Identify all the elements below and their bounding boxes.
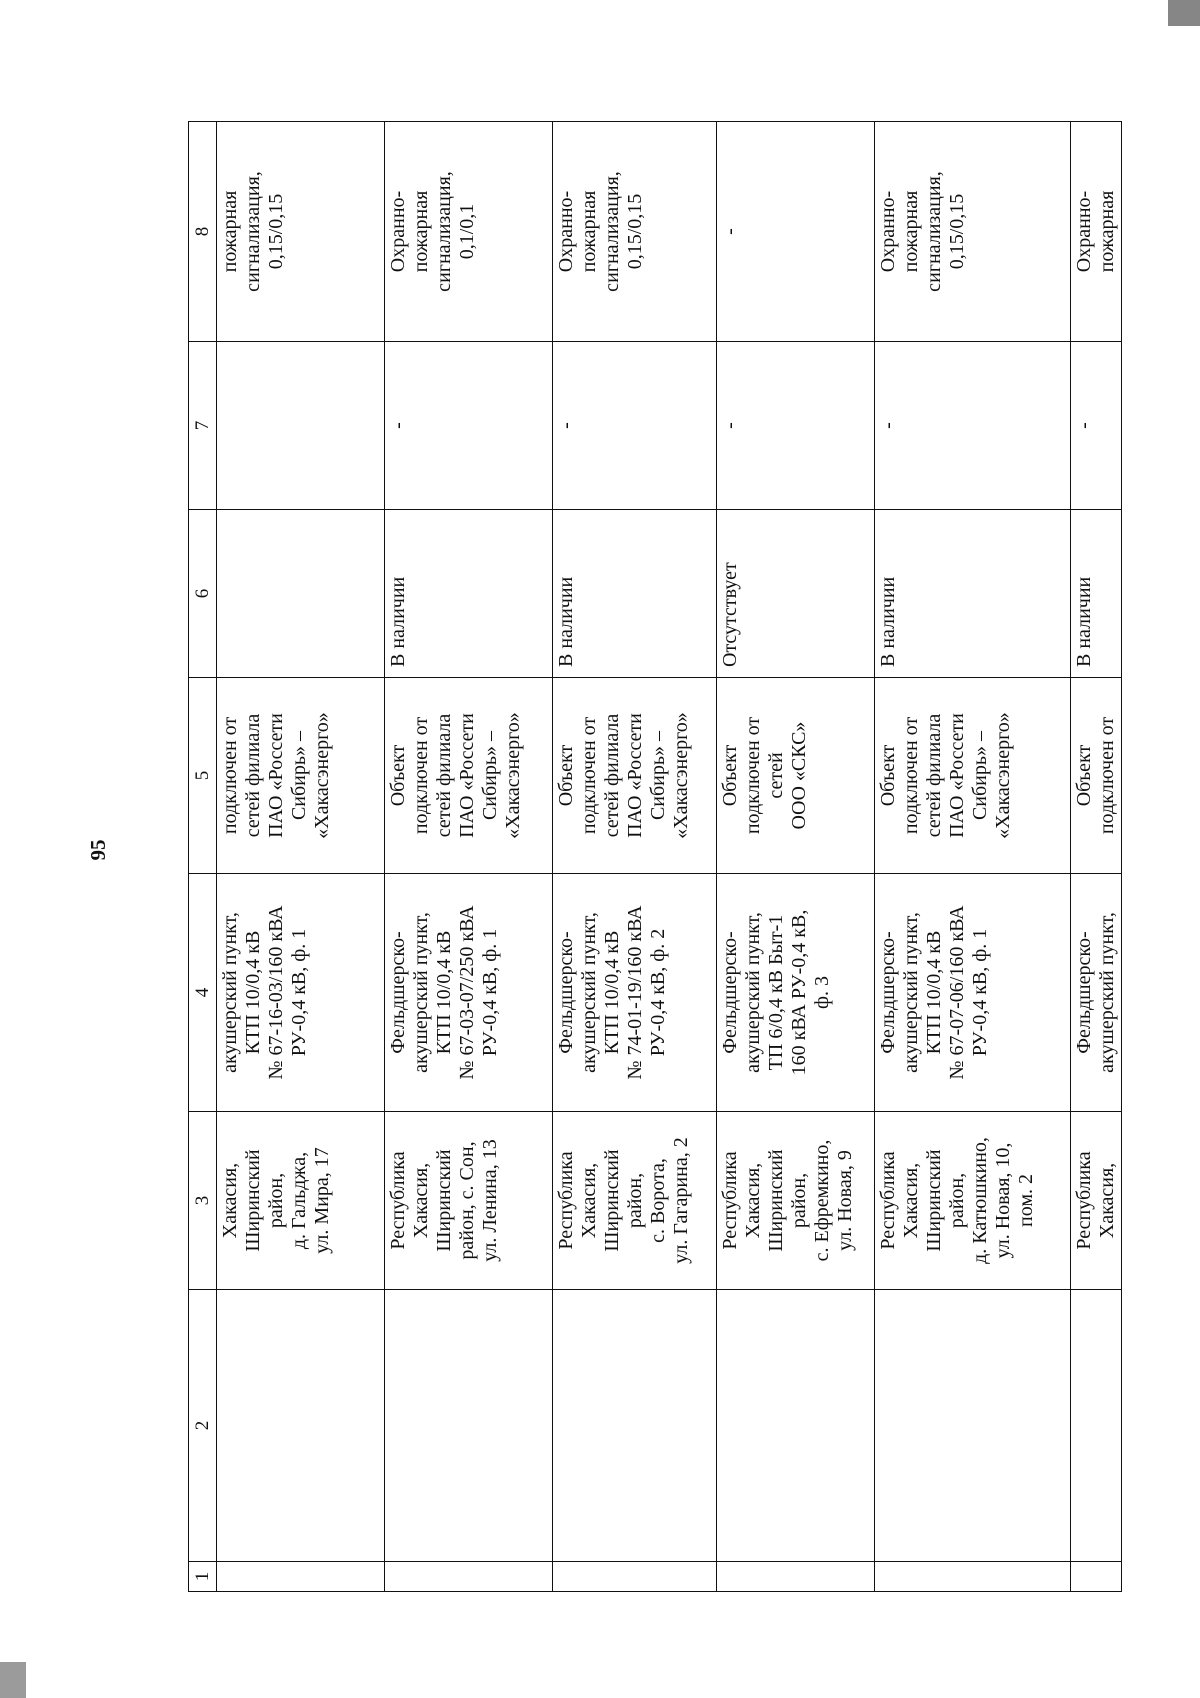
cell-line: пожарная xyxy=(219,190,241,273)
cell-line: «Хакасэнерго» xyxy=(670,712,692,839)
table-row xyxy=(553,122,717,1592)
cell-line: Ширинский xyxy=(433,1149,455,1252)
table-cell-col-5 xyxy=(217,678,385,874)
cell-line: сетей xyxy=(765,752,787,799)
cell-line: Сибирь» – xyxy=(288,730,310,821)
table-cell-col-7 xyxy=(217,342,385,510)
cell-line: подключен от xyxy=(1096,716,1118,835)
document-table xyxy=(188,121,1122,1592)
column-header: 2 xyxy=(189,1290,217,1562)
table-cell-col-3 xyxy=(385,1112,553,1290)
cell-line: ООО «СКС» xyxy=(788,721,810,830)
cell-line: сетей филиала xyxy=(923,713,945,838)
cell-line: Фельдшерско- xyxy=(877,931,899,1054)
table-cell-col-2 xyxy=(385,1290,553,1562)
cell-line: 0,15/0,15 xyxy=(946,193,968,270)
table-cell-col-5 xyxy=(717,678,875,874)
column-header: 6 xyxy=(189,510,217,678)
cell-line: пом. 2 xyxy=(1015,1174,1037,1227)
table-cell-col-3 xyxy=(553,1112,717,1290)
table-cell-col-1 xyxy=(553,1562,717,1592)
table-cell-col-2 xyxy=(553,1290,717,1562)
table-cell-col-2 xyxy=(717,1290,875,1562)
cell-line: ул. Новая, 9 xyxy=(834,1150,856,1251)
table-cell-col-7: - xyxy=(553,342,717,510)
cell-line: акушерский пункт, xyxy=(410,912,432,1073)
table-cell-col-4 xyxy=(717,874,875,1112)
table-cell-col-4 xyxy=(875,874,1071,1112)
cell-line: КТП 10/0,4 кВ xyxy=(242,930,264,1055)
column-header: 1 xyxy=(189,1562,217,1592)
cell-line: ПАО «Россети xyxy=(265,713,287,838)
cell-line: ТП 6/0,4 кВ Быт-1 xyxy=(765,914,787,1071)
scan-artifact xyxy=(0,1662,26,1698)
table-row xyxy=(717,122,875,1592)
table-cell-col-5 xyxy=(1071,678,1122,874)
cell-line: ул. Гагарина, 2 xyxy=(670,1137,692,1264)
cell-line: пожарная xyxy=(578,190,600,273)
cell-line: сигнализация, xyxy=(433,171,455,292)
column-header: 7 xyxy=(189,342,217,510)
cell-line: 160 кВА РУ-0,4 кВ, xyxy=(788,909,810,1076)
table-cell-col-8 xyxy=(875,122,1071,342)
table-row xyxy=(217,122,385,1592)
cell-line: 0,15/0,15 xyxy=(624,193,646,270)
cell-line: Республика xyxy=(719,1151,741,1250)
cell-line: Объект xyxy=(555,744,577,807)
cell-line: акушерский пункт, xyxy=(900,912,922,1073)
cell-line: Охранно- xyxy=(1073,190,1095,273)
cell-line: район, с. Сон, xyxy=(456,1141,478,1260)
cell-line: Ширинский xyxy=(242,1149,264,1252)
cell-line: КТП 10/0,4 кВ xyxy=(601,930,623,1055)
table-cell-col-7: - xyxy=(1071,342,1122,510)
cell-line: сигнализация, xyxy=(242,171,264,292)
cell-line: ф. 3 xyxy=(811,976,833,1009)
cell-line: Объект xyxy=(1073,744,1095,807)
cell-line: Фельдшерско- xyxy=(1073,931,1095,1054)
cell-line: пожарная xyxy=(410,190,432,273)
cell-line: Фельдшерско- xyxy=(719,931,741,1054)
cell-line: Республика xyxy=(555,1151,577,1250)
table-cell-col-7: - xyxy=(385,342,553,510)
cell-line: «Хакасэнерго» xyxy=(992,712,1014,839)
cell-line: подключен от xyxy=(219,716,241,835)
cell-line: Ширинский xyxy=(601,1149,623,1252)
table-row xyxy=(1071,122,1122,1592)
cell-line: 0,1/0,1 xyxy=(456,203,478,260)
table-cell-col-6: В наличии xyxy=(553,510,717,678)
cell-line: подключен от xyxy=(900,716,922,835)
cell-line: Объект xyxy=(719,744,741,807)
table-cell-col-8 xyxy=(717,122,875,342)
table-cell-col-1 xyxy=(385,1562,553,1592)
table-cell-col-2 xyxy=(217,1290,385,1562)
cell-line: Сибирь» – xyxy=(969,730,991,821)
cell-line: Ширинский xyxy=(765,1149,787,1252)
table-cell-col-1 xyxy=(717,1562,875,1592)
cell-line: «Хакасэнерго» xyxy=(311,712,333,839)
table-cell-col-8 xyxy=(553,122,717,342)
cell-line: КТП 10/0,4 кВ xyxy=(433,930,455,1055)
cell-line: № 67-03-07/250 кВА xyxy=(456,905,478,1080)
cell-line: ПАО «Россети xyxy=(456,713,478,838)
cell-line: Сибирь» – xyxy=(647,730,669,821)
cell-line: район, xyxy=(788,1172,810,1229)
cell-line: ул. Новая, 10, xyxy=(992,1142,1014,1259)
cell-line: № 67-07-06/160 кВА xyxy=(946,905,968,1080)
cell-line: ПАО «Россети xyxy=(946,713,968,838)
table-cell-col-8 xyxy=(217,122,385,342)
cell-line: с. Ефремкино, xyxy=(811,1139,833,1262)
table-cell-col-4 xyxy=(217,874,385,1112)
table-cell-col-1 xyxy=(1071,1562,1122,1592)
table-cell-col-4 xyxy=(1071,874,1122,1112)
cell-line: с. Ворота, xyxy=(647,1158,669,1243)
cell-line: Республика xyxy=(877,1151,899,1250)
cell-line: РУ-0,4 кВ, ф. 1 xyxy=(969,928,991,1057)
cell-line: подключен от xyxy=(410,716,432,835)
cell-line: подключен от xyxy=(742,716,764,835)
table-cell-col-6: Отсутствует xyxy=(717,510,875,678)
cell-line: Фельдшерско- xyxy=(387,931,409,1054)
cell-line: Ширинский xyxy=(923,1149,945,1252)
cell-line: Охранно- xyxy=(387,190,409,273)
cell-line: РУ-0,4 кВ, ф. 1 xyxy=(288,928,310,1057)
cell-line: пожарная xyxy=(900,190,922,273)
table-cell-col-6: В наличии xyxy=(1071,510,1122,678)
table-cell-col-6 xyxy=(217,510,385,678)
table-cell-col-2 xyxy=(1071,1290,1122,1562)
cell-line: «Хакасэнерго» xyxy=(502,712,524,839)
cell-line: пожарная xyxy=(1096,190,1118,273)
cell-line: 0,15/0,15 xyxy=(265,193,287,270)
cell-line: сигнализация, xyxy=(923,171,945,292)
cell-line: ул. Ленина, 13 xyxy=(479,1139,501,1262)
cell-line: Хакасия, xyxy=(1096,1162,1118,1239)
cell-line: Охранно- xyxy=(877,190,899,273)
cell-line: д. Катюшкино, xyxy=(969,1137,991,1264)
rotated-page xyxy=(188,122,1118,1592)
column-header: 5 xyxy=(189,678,217,874)
cell-line: Объект xyxy=(387,744,409,807)
table-cell-col-1 xyxy=(217,1562,385,1592)
table-cell-col-3 xyxy=(1071,1112,1122,1290)
cell-line: акушерский пункт, xyxy=(742,912,764,1073)
cell-line: № 67-16-03/160 кВА xyxy=(265,905,287,1080)
cell-line: Республика xyxy=(387,1151,409,1250)
cell-line: Хакасия, xyxy=(742,1162,764,1239)
table-cell-col-8 xyxy=(385,122,553,342)
table-row xyxy=(875,122,1071,1592)
cell-line: акушерский пункт, xyxy=(1096,912,1118,1073)
cell-line: акушерский пункт, xyxy=(219,912,241,1073)
scan-artifact xyxy=(1168,0,1200,26)
table-cell-col-3 xyxy=(875,1112,1071,1290)
column-header: 3 xyxy=(189,1112,217,1290)
column-number-row xyxy=(189,122,217,1592)
cell-line: ул. Мира, 17 xyxy=(311,1147,333,1254)
cell-line: сигнализация, xyxy=(601,171,623,292)
table-cell-col-5 xyxy=(553,678,717,874)
cell-line: Хакасия, xyxy=(410,1162,432,1239)
table-cell-col-4 xyxy=(553,874,717,1112)
table-cell-col-2 xyxy=(875,1290,1071,1562)
cell-line: район, xyxy=(265,1172,287,1229)
cell-line: Охранно- xyxy=(555,190,577,273)
cell-line: подключен от xyxy=(578,716,600,835)
table-cell-col-7: - xyxy=(875,342,1071,510)
cell-line: Хакасия, xyxy=(219,1162,241,1239)
cell-line: - xyxy=(719,228,741,235)
cell-line: Объект xyxy=(877,744,899,807)
cell-line: район, xyxy=(946,1172,968,1229)
table-cell-col-6: В наличии xyxy=(875,510,1071,678)
table-row xyxy=(385,122,553,1592)
cell-line: район, xyxy=(624,1172,646,1229)
page-number: 95 xyxy=(86,839,110,861)
table-cell-col-1 xyxy=(875,1562,1071,1592)
cell-line: сетей филиала xyxy=(601,713,623,838)
cell-line: № 74-01-19/160 кВА xyxy=(624,905,646,1080)
cell-line: Хакасия, xyxy=(900,1162,922,1239)
cell-line: РУ-0,4 кВ, ф. 2 xyxy=(647,928,669,1057)
column-header: 8 xyxy=(189,122,217,342)
cell-line: Республика xyxy=(1073,1151,1095,1250)
cell-line: РУ-0,4 кВ, ф. 1 xyxy=(479,928,501,1057)
table-cell-col-7: - xyxy=(717,342,875,510)
table-cell-col-3 xyxy=(717,1112,875,1290)
table-cell-col-8 xyxy=(1071,122,1122,342)
table-cell-col-5 xyxy=(875,678,1071,874)
table-cell-col-4 xyxy=(385,874,553,1112)
table-cell-col-3 xyxy=(217,1112,385,1290)
table-cell-col-6: В наличии xyxy=(385,510,553,678)
cell-line: ПАО «Россети xyxy=(624,713,646,838)
cell-line: сетей филиала xyxy=(433,713,455,838)
cell-line: Фельдшерско- xyxy=(555,931,577,1054)
cell-line: Сибирь» – xyxy=(479,730,501,821)
column-header: 4 xyxy=(189,874,217,1112)
cell-line: д. Гальджа, xyxy=(288,1151,310,1250)
cell-line: Хакасия, xyxy=(578,1162,600,1239)
table-cell-col-5 xyxy=(385,678,553,874)
cell-line: сетей филиала xyxy=(242,713,264,838)
cell-line: КТП 10/0,4 кВ xyxy=(923,930,945,1055)
cell-line: акушерский пункт, xyxy=(578,912,600,1073)
